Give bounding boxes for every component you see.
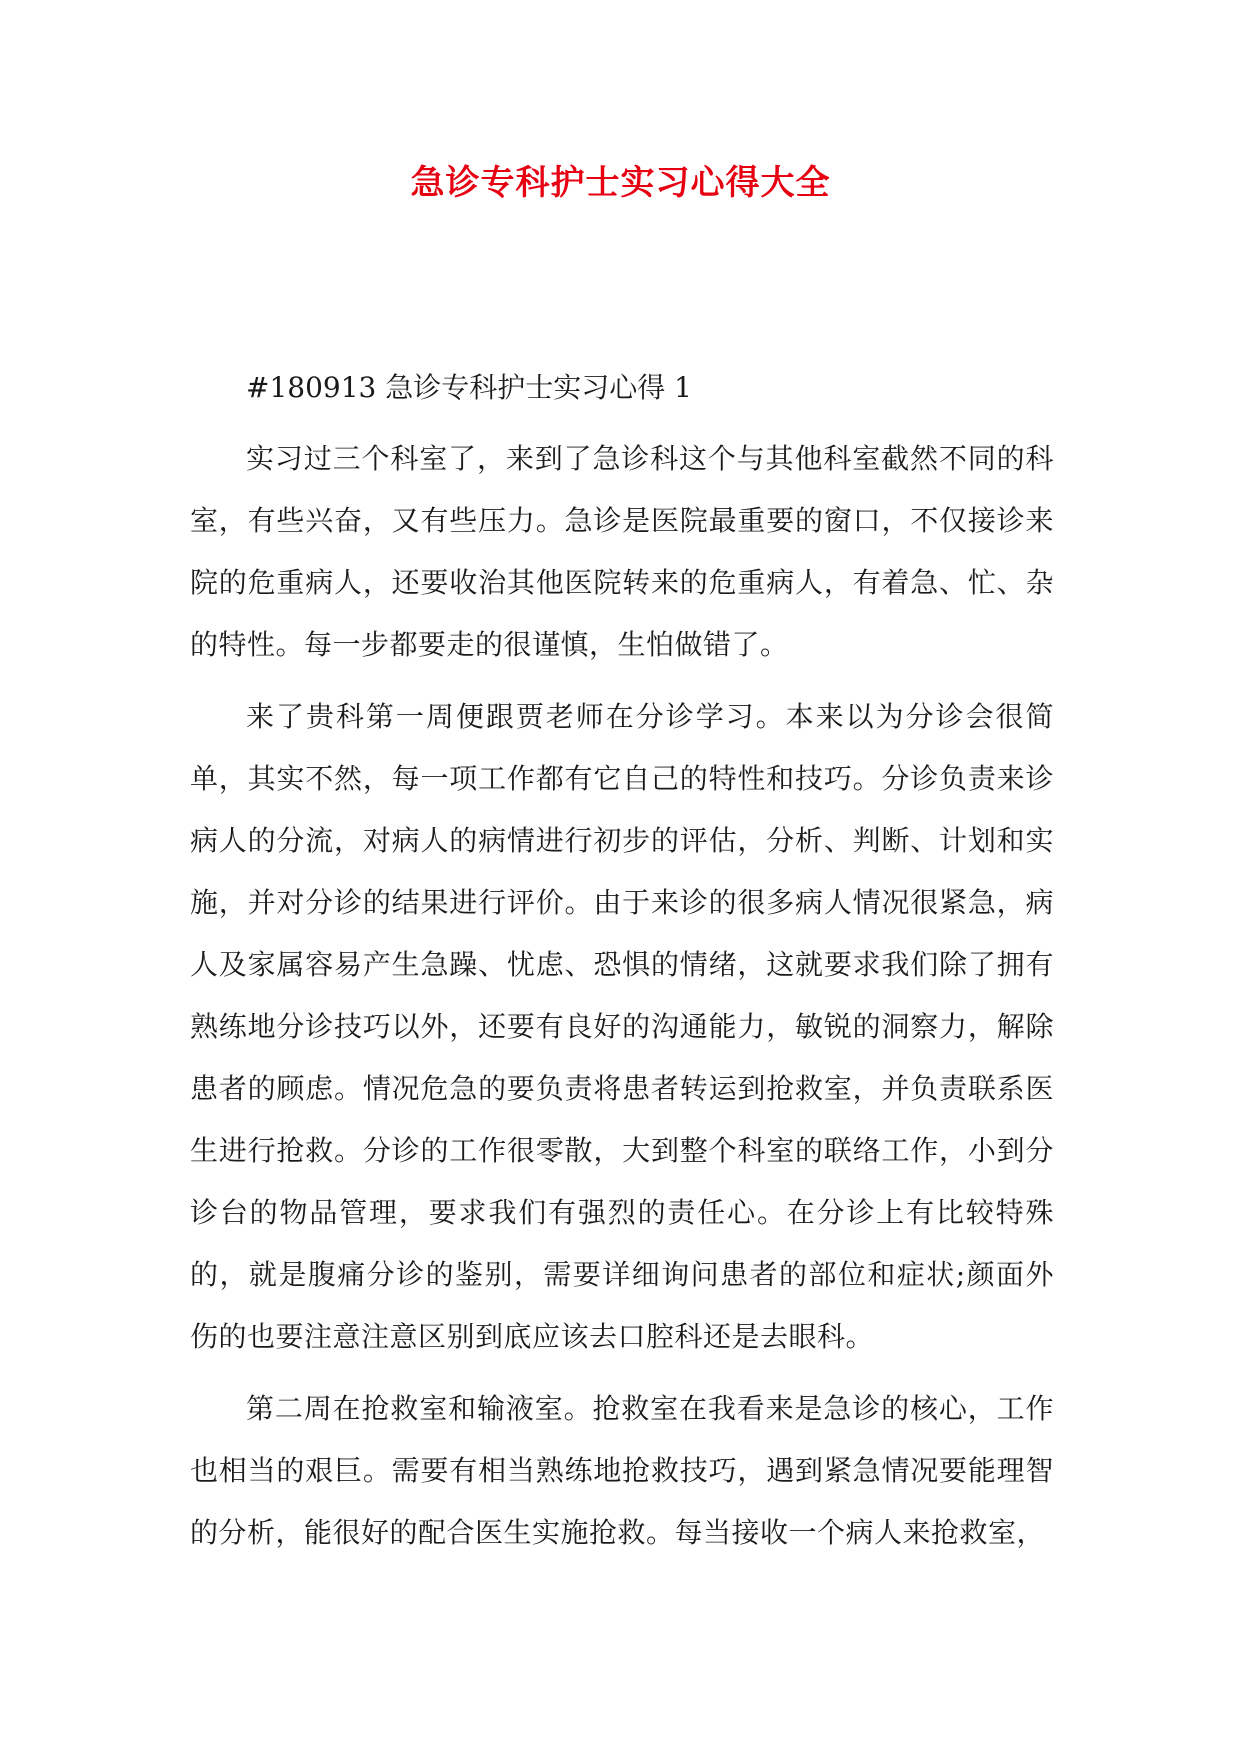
paragraph-2: 来了贵科第一周便跟贾老师在分诊学习。本来以为分诊会很简单，其实不然，每一项工作都有它自己的特性和技巧。分诊负责来诊病人的分流，对病人的病情进行初步的评估，分析、判断、计划和实施，并对分诊的结果进行评价。由于来诊的很多病人情况很紧急，病人及家属容易产生急躁、忧虑、恐惧的情绪，这就要求我们除了拥有熟练地分诊技巧以外，还要有良好的沟通能力，敏锐的洞察力，解除患者的顾虑。情况危急的要负责将患者转运到抢救室，并负责联系医生进行抢救。分诊的工作很零散，大到整个科室的联络工作，小到分诊台的物品管理，要求我们有强烈的责任心。在分诊上有比较特殊的，就是腹痛分诊的鉴别，需要详细询问患者的部位和症状;颜面外伤的也要注意注意区别到底应该去口腔科还是去眼科。 xyxy=(190,700,1054,1353)
document-title: 急诊专科护士实习心得大全 xyxy=(410,163,831,203)
document-body xyxy=(190,358,1054,1574)
section-heading: #180913 急诊专科护士实习心得 1 xyxy=(246,371,692,404)
paragraph-1: 实习过三个科室了，来到了急诊科这个与其他科室截然不同的科室，有些兴奋，又有些压力。急诊是医院最重要的窗口，不仅接诊来院的危重病人，还要收治其他医院转来的危重病人，有着急、忙、杂的特性。每一步都要走的很谨慎，生怕做错了。 xyxy=(190,442,1054,661)
paragraph-3: 第二周在抢救室和输液室。抢救室在我看来是急诊的核心，工作也相当的艰巨。需要有相当熟练地抢救技巧，遇到紧急情况要能理智的分析，能很好的配合医生实施抢救。每当接收一个病人来抢救室， xyxy=(190,1392,1054,1549)
